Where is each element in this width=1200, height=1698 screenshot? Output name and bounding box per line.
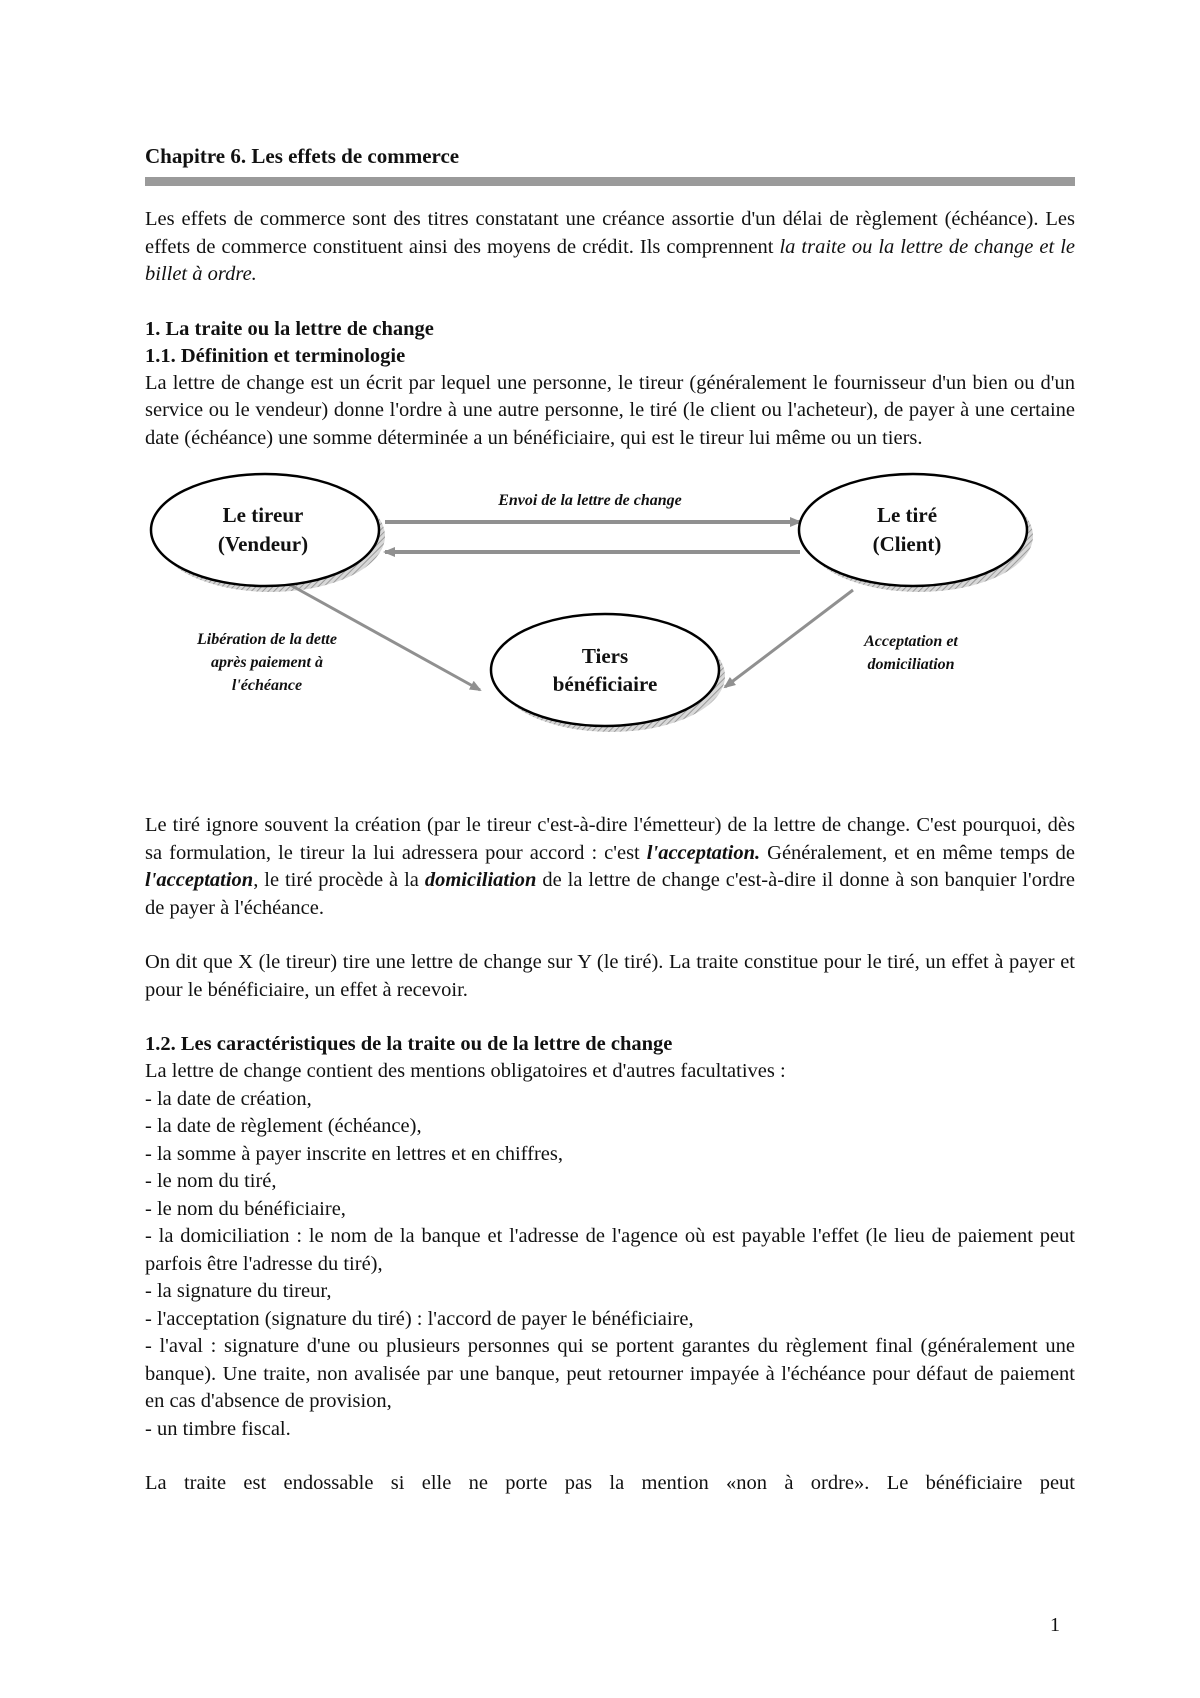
acceptation-term-1: l'acceptation. [646, 841, 761, 864]
list-item: - la date de règlement (échéance), [145, 1115, 422, 1137]
section-1-1-heading: 1.1. Définition et terminologie [145, 344, 406, 367]
list-item: - le nom du tiré, [145, 1170, 277, 1192]
acceptation-paragraph [145, 812, 1075, 922]
tire-paragraph: On dit que X (le tireur) tire une lettre de change sur Y (le tiré). La traite constitue pour le tiré, un effet à payer et pour le bénéficiaire, un effet à recevoir. [145, 951, 1075, 1001]
list-item: - la date de création, [145, 1087, 312, 1110]
liberation-label-3: l'échéance [231, 677, 303, 694]
tireur-ellipse [151, 474, 379, 586]
list-item: - la somme à payer inscrite en lettres et en chiffres, [145, 1142, 563, 1165]
acceptation-text-4: de la lettre de change c'est-à-dire il donne à son banquier l'ordre de payer à l'échéance. [145, 869, 1075, 919]
tire-ellipse [799, 474, 1027, 586]
tire-label-2: (Client) [872, 532, 942, 556]
list-item: - l'aval : signature d'une ou plusieurs personnes qui se portent garantes du règlement final (généralement une banque). Une traite, non avalisée par une banque, peut retourner impayée à l'échéance pour défaut de paiement en cas d'absence de provision, [145, 1335, 1075, 1412]
list-item: - un timbre fiscal. [145, 1417, 291, 1440]
tiers-ellipse [491, 614, 719, 726]
intro-paragraph [145, 206, 1075, 289]
mentions-intro: La lettre de change contient des mentions obligatoires et d'autres facultatives : [145, 1060, 786, 1082]
acceptation-label-1: Acceptation et [864, 633, 958, 650]
tireur-label-2: (Vendeur) [217, 532, 309, 556]
list-item: - la signature du tireur, [145, 1280, 332, 1302]
tiers-label-2: bénéficiaire [552, 672, 658, 696]
diagram-svg [135, 458, 1065, 788]
page-number: 1 [1050, 1614, 1060, 1636]
section-1-2-heading: 1.2. Les caractéristiques de la traite ou de la lettre de change [145, 1033, 673, 1055]
list-item: - le nom du bénéficiaire, [145, 1197, 346, 1220]
tiers-label-1: Tiers [581, 644, 629, 668]
title-rule [145, 177, 1075, 186]
list-item: - l'acceptation (signature du tiré) : l'accord de payer le bénéficiaire, [145, 1307, 694, 1330]
envoi-label: Envoi de la lettre de change [498, 492, 682, 509]
endossable-paragraph: La traite est endossable si elle ne porte pas la mention «non à ordre». Le bénéficiaire peut [145, 1472, 1075, 1494]
tire-label-1: Le tiré [876, 503, 938, 527]
lettre-de-change-diagram [135, 458, 1065, 788]
intro-text: Les effets de commerce sont des titres constatant une créance assortie d'un délai de règlement (échéance). Les effets de commerce constituent ainsi des moyens de crédit. Ils comprennent [145, 208, 1075, 258]
liberation-label-2: après paiement à [211, 654, 323, 671]
spacer [145, 922, 1075, 949]
list-item: - la domiciliation : le nom de la banque et l'adresse de l'agence où est payable l'effet (le lieu de paiement peut parfois être l'adresse du tiré), [145, 1225, 1075, 1275]
mentions-list [145, 1086, 1075, 1444]
arrow-acceptation [725, 590, 853, 687]
document-body [145, 142, 1075, 1498]
tireur-label-1: Le tireur [222, 503, 304, 527]
spacer [145, 1443, 1075, 1470]
liberation-label-1: Libération de la dette [197, 631, 337, 648]
section-1-heading: 1. La traite ou la lettre de change [145, 317, 434, 340]
definition-paragraph: La lettre de change est un écrit par lequel une personne, le tireur (généralement le fournisseur d'un bien ou d'un service ou le vendeur) donne l'ordre à une autre personne, le tiré (le client ou l'acheteur), de payer à une certaine date (échéance) une somme déterminée a un bénéficiaire, qui est le tireur lui même ou un tiers. [145, 371, 1075, 449]
domiciliation-term: domiciliation [424, 869, 537, 891]
acceptation-text-2: Généralement, et en même temps de [760, 841, 1075, 864]
spacer [145, 289, 1075, 316]
acceptation-text-3: , le tiré procède à la [253, 869, 425, 891]
spacer [145, 1004, 1075, 1031]
chapter-title: Chapitre 6. Les effets de commerce [145, 144, 460, 168]
acceptation-term-2: l'acceptation [145, 869, 254, 891]
acceptation-text-1: Le tiré ignore souvent la création (par le tireur c'est-à-dire l'émetteur) de la lettre de change. C'est pourquoi, dès sa formulation, le tireur la lui adressera pour accord : c'est [145, 814, 1075, 864]
acceptation-label-2: domiciliation [867, 656, 955, 673]
intro-italic: la traite ou la lettre de change et le billet à ordre. [145, 235, 1075, 285]
